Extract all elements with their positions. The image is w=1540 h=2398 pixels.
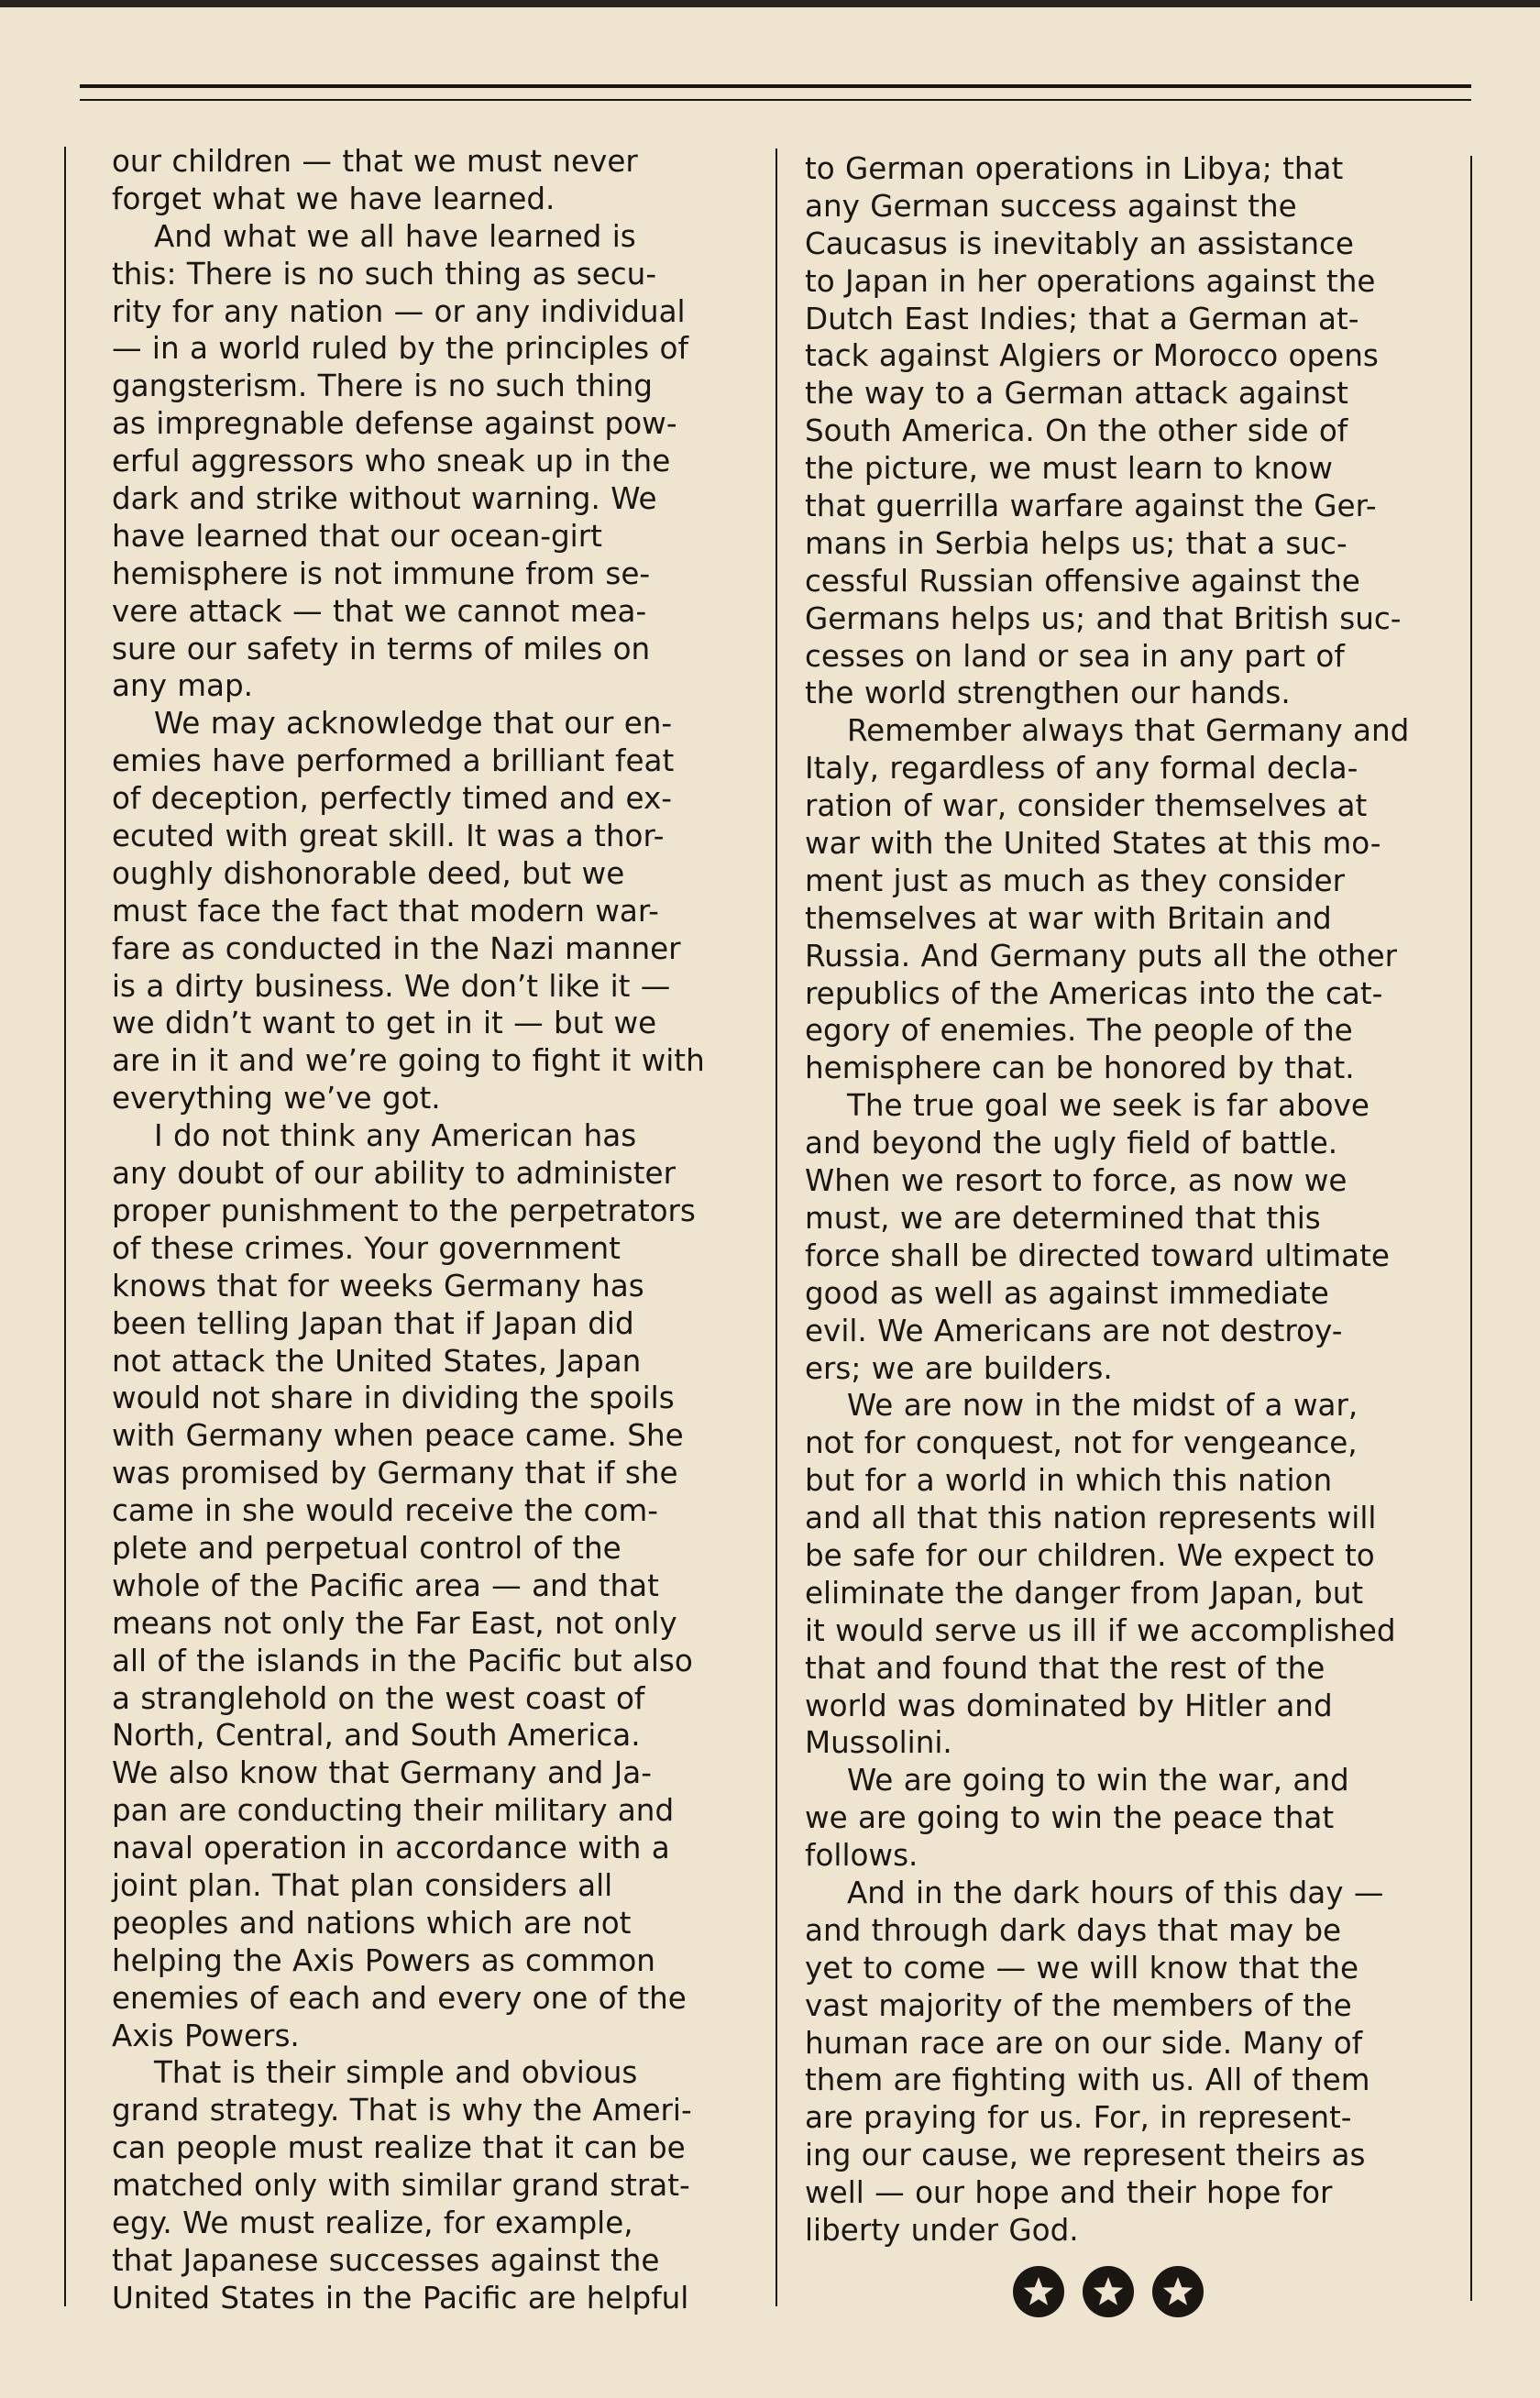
text-line: republics of the Americas into the cat- bbox=[805, 975, 1383, 1011]
text-line: be safe for our children. We expect to bbox=[805, 1537, 1375, 1573]
text-line: and beyond the ugly field of battle. bbox=[805, 1126, 1338, 1161]
text-line: I do not think any American has bbox=[154, 1118, 637, 1154]
text-line: We also know that Germany and Ja- bbox=[112, 1755, 653, 1791]
text-line: ration of war, consider themselves at bbox=[805, 788, 1368, 824]
text-line: ment just as much as they consider bbox=[805, 863, 1345, 898]
text-line: Dutch East Indies; that a German at- bbox=[805, 301, 1359, 336]
text-line: joint plan. That plan considers all bbox=[112, 1867, 613, 1903]
end-ornament bbox=[1012, 2264, 1204, 2319]
text-line: means not only the Far East, not only bbox=[112, 1605, 677, 1641]
text-line: cesses on land or sea in any part of bbox=[805, 638, 1345, 674]
text-line: Russia. And Germany puts all the other bbox=[805, 938, 1398, 974]
text-line: of deception, perfectly timed and ex- bbox=[112, 781, 673, 817]
text-line: erful aggressors who sneak up in the bbox=[112, 444, 671, 479]
text-line: follows. bbox=[805, 1838, 918, 1874]
text-line: that and found that the rest of the bbox=[805, 1650, 1326, 1686]
text-line: the picture, we must learn to know bbox=[805, 451, 1333, 487]
text-line: helping the Axis Powers as common bbox=[112, 1942, 655, 1978]
text-line: We are now in the midst of a war, bbox=[847, 1388, 1358, 1424]
header-rule-thick bbox=[80, 84, 1471, 88]
text-line: We may acknowledge that our en- bbox=[154, 706, 673, 742]
text-line: everything we’ve got. bbox=[112, 1081, 441, 1116]
text-line: pan are conducting their military and bbox=[112, 1793, 675, 1829]
text-line: can people must realize that it can be bbox=[112, 2130, 686, 2166]
text-line: Caucasus is inevitably an assistance bbox=[805, 226, 1354, 261]
text-line: we are going to win the peace that bbox=[805, 1800, 1335, 1836]
text-line: a stranglehold on the west coast of bbox=[112, 1680, 645, 1716]
text-line: whole of the Pacific area — and that bbox=[112, 1568, 659, 1603]
column-rule-left bbox=[64, 147, 66, 2306]
text-line: North, Central, and South America. bbox=[112, 1718, 641, 1754]
text-line: hemisphere is not immune from se- bbox=[112, 556, 651, 591]
text-line: hemisphere can be honored by that. bbox=[805, 1050, 1355, 1086]
text-line: gangsterism. There is no such thing bbox=[112, 368, 653, 404]
text-line: liberty under God. bbox=[805, 2212, 1079, 2248]
text-line: eliminate the danger from Japan, but bbox=[805, 1575, 1364, 1611]
text-line: and all that this nation represents will bbox=[805, 1501, 1377, 1536]
page-top-edge bbox=[0, 0, 1540, 7]
text-line: matched only with similar grand strat- bbox=[112, 2168, 690, 2204]
text-line: emies have performed a brilliant feat bbox=[112, 743, 675, 779]
text-line: been telling Japan that if Japan did bbox=[112, 1305, 634, 1341]
text-line: human race are on our side. Many of bbox=[805, 2025, 1363, 2061]
text-line: with Germany when peace came. She bbox=[112, 1418, 684, 1454]
text-line: world was dominated by Hitler and bbox=[805, 1688, 1333, 1723]
text-line: ecuted with great skill. It was a thor- bbox=[112, 819, 665, 854]
text-line: ing our cause, we represent theirs as bbox=[805, 2138, 1366, 2173]
text-line: is a dirty business. We don’t like it — bbox=[112, 968, 671, 1004]
text-line: as impregnable defense against pow- bbox=[112, 406, 677, 442]
text-line: rity for any nation — or any individual bbox=[112, 293, 686, 329]
text-line: tack against Algiers or Morocco opens bbox=[805, 338, 1379, 374]
text-line: any doubt of our ability to administer bbox=[112, 1156, 676, 1192]
text-line: egy. We must realize, for example, bbox=[112, 2205, 633, 2240]
text-line: enemies of each and every one of the bbox=[112, 1980, 687, 2016]
text-line: must face the fact that modern war- bbox=[112, 893, 659, 929]
text-line: Mussolini. bbox=[805, 1725, 952, 1761]
text-line: not for conquest, not for vengeance, bbox=[805, 1425, 1358, 1461]
text-line: our children — that we must never bbox=[112, 144, 638, 179]
text-line: war with the United States at this mo- bbox=[805, 826, 1381, 862]
circled-star-icon bbox=[1151, 2265, 1204, 2318]
circled-star-icon bbox=[1082, 2265, 1135, 2318]
text-line: it would serve us ill if we accomplished bbox=[805, 1612, 1396, 1648]
text-line: When we resort to force, as now we bbox=[805, 1163, 1348, 1199]
text-line: and through dark days that may be bbox=[805, 1912, 1342, 1948]
text-line: the world strengthen our hands. bbox=[805, 676, 1291, 711]
text-line: knows that for weeks Germany has bbox=[112, 1268, 644, 1304]
text-line: to German operations in Libya; that bbox=[805, 151, 1344, 186]
text-line: proper punishment to the perpetrators bbox=[112, 1193, 696, 1228]
text-line: dark and strike without warning. We bbox=[112, 481, 657, 517]
text-line: that Japanese successes against the bbox=[112, 2242, 660, 2278]
text-line: Germans helps us; and that British suc- bbox=[805, 600, 1402, 636]
text-line: must, we are determined that this bbox=[805, 1200, 1321, 1236]
text-line: vast majority of the members of the bbox=[805, 1987, 1352, 2023]
text-line: United States in the Pacific are helpful bbox=[112, 2280, 689, 2316]
text-line: naval operation in accordance with a bbox=[112, 1831, 670, 1866]
text-line: mans in Serbia helps us; that a suc- bbox=[805, 525, 1348, 561]
text-line: the way to a German attack against bbox=[805, 376, 1348, 412]
text-line: ers; we are builders. bbox=[805, 1350, 1113, 1386]
text-line: Italy, regardless of any formal decla- bbox=[805, 751, 1358, 786]
text-line: we didn’t want to get in it — but we bbox=[112, 1006, 657, 1041]
text-line: peoples and nations which are not bbox=[112, 1905, 632, 1941]
text-line: would not share in dividing the spoils bbox=[112, 1380, 675, 1416]
text-line: plete and perpetual control of the bbox=[112, 1530, 622, 1566]
text-line: Axis Powers. bbox=[112, 2018, 300, 2053]
text-line: We are going to win the war, and bbox=[847, 1763, 1349, 1798]
text-line: any map. bbox=[112, 668, 253, 704]
text-line: force shall be directed toward ultimate bbox=[805, 1238, 1390, 1273]
text-line: was promised by Germany that if she bbox=[112, 1456, 678, 1491]
text-line: came in she would receive the com- bbox=[112, 1493, 658, 1529]
text-line: to Japan in her operations against the bbox=[805, 263, 1376, 299]
text-line: well — our hope and their hope for bbox=[805, 2175, 1333, 2211]
circled-star-icon bbox=[1012, 2265, 1065, 2318]
text-line: this: There is no such thing as secu- bbox=[112, 256, 657, 292]
text-line: but for a world in which this nation bbox=[805, 1463, 1333, 1499]
text-line: have learned that our ocean-girt bbox=[112, 518, 602, 554]
text-line: vere attack — that we cannot mea- bbox=[112, 593, 647, 629]
text-line: evil. We Americans are not destroy- bbox=[805, 1313, 1343, 1348]
text-line: fare as conducted in the Nazi manner bbox=[112, 930, 681, 966]
text-line: South America. On the other side of bbox=[805, 413, 1348, 449]
text-line: good as well as against immediate bbox=[805, 1275, 1329, 1311]
text-line: are in it and we’re going to fight it with bbox=[112, 1043, 705, 1079]
text-line: grand strategy. That is why the Ameri- bbox=[112, 2093, 692, 2128]
text-line: — in a world ruled by the principles of bbox=[112, 331, 688, 367]
text-column-right bbox=[805, 150, 1446, 2250]
text-line: That is their simple and obvious bbox=[154, 2055, 638, 2091]
column-rule-center bbox=[776, 148, 777, 2306]
text-line: not attack the United States, Japan bbox=[112, 1343, 642, 1379]
text-line: of these crimes. Your government bbox=[112, 1230, 621, 1266]
text-line: all of the islands in the Pacific but also bbox=[112, 1643, 693, 1678]
text-line: oughly dishonorable deed, but we bbox=[112, 855, 625, 891]
text-line: The true goal we seek is far above bbox=[847, 1088, 1370, 1124]
header-rule-thin bbox=[80, 99, 1471, 101]
text-line: Remember always that Germany and bbox=[847, 713, 1410, 749]
text-line: forget what we have learned. bbox=[112, 181, 556, 216]
text-line: sure our safety in terms of miles on bbox=[112, 631, 651, 666]
text-column-left bbox=[112, 143, 735, 2317]
text-line: yet to come — we will know that the bbox=[805, 1950, 1359, 1986]
text-line: them are fighting with us. All of them bbox=[805, 2062, 1370, 2098]
text-line: And in the dark hours of this day — bbox=[847, 1875, 1384, 1910]
text-line: any German success against the bbox=[805, 188, 1297, 224]
text-line: egory of enemies. The people of the bbox=[805, 1013, 1353, 1049]
text-line: that guerrilla warfare against the Ger- bbox=[805, 489, 1377, 524]
text-line: are praying for us. For, in represent- bbox=[805, 2100, 1352, 2136]
column-rule-right bbox=[1470, 156, 1472, 2301]
text-line: cessful Russian offensive against the bbox=[805, 563, 1360, 599]
text-line: And what we all have learned is bbox=[154, 218, 636, 254]
text-line: themselves at war with Britain and bbox=[805, 900, 1332, 936]
